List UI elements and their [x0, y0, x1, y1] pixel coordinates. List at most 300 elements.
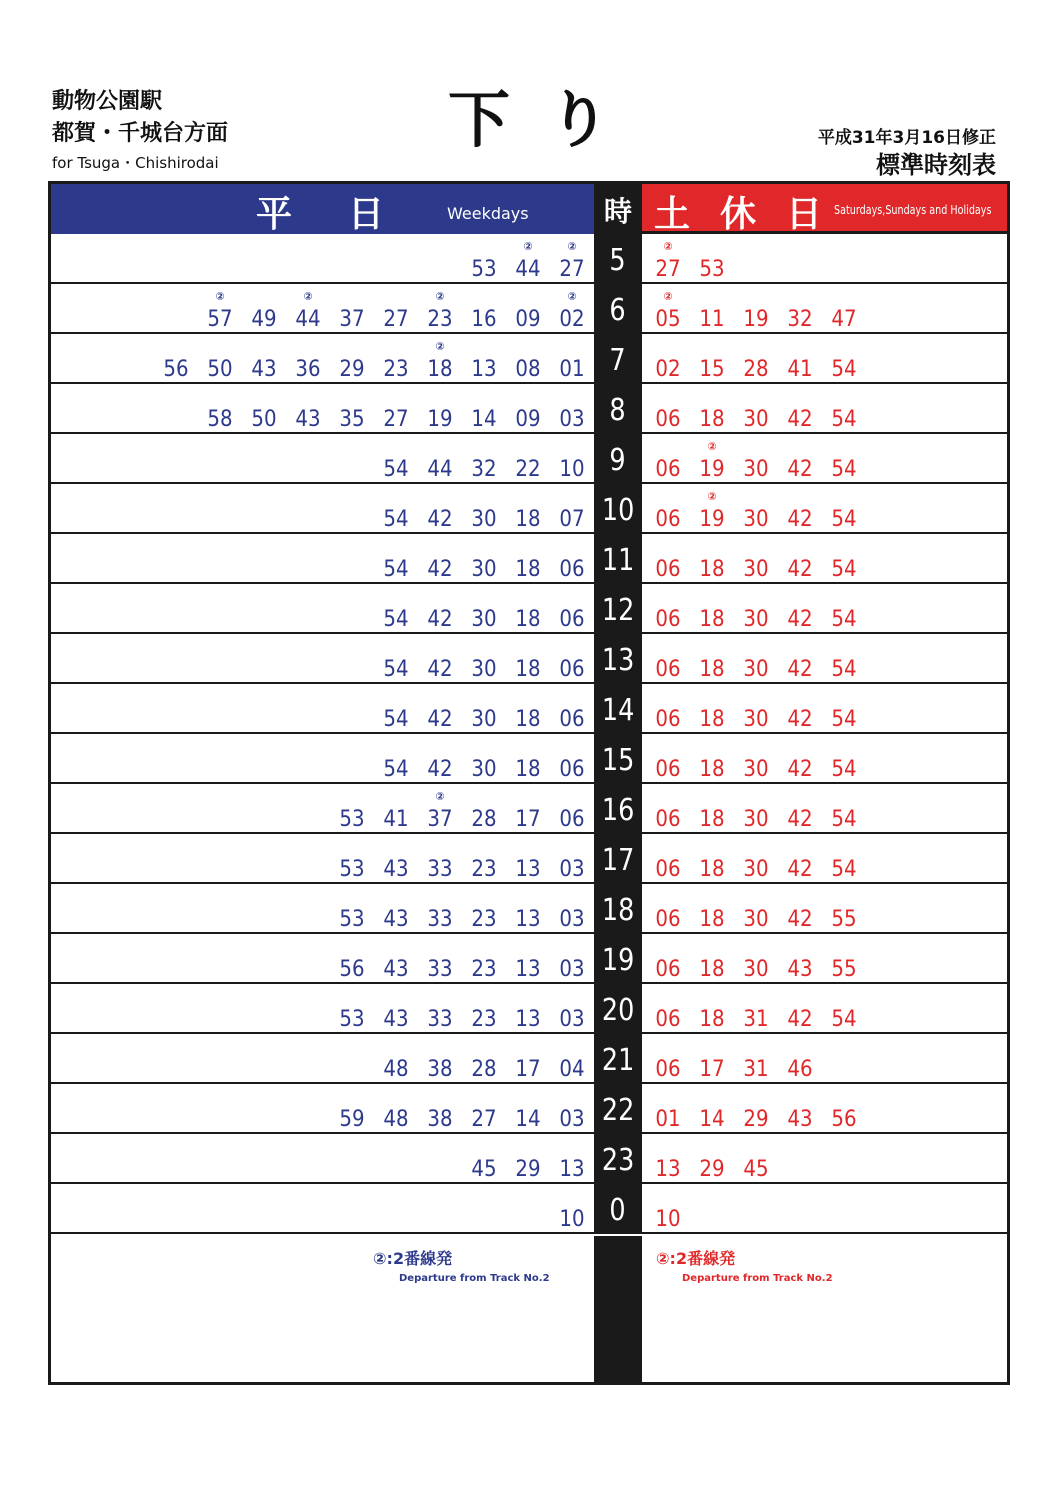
weekday-departure	[374, 1109, 418, 1131]
holiday-departure	[646, 659, 690, 681]
weekday-minute: 53	[339, 907, 365, 932]
weekday-departure	[462, 759, 506, 781]
holiday-minute: 19	[743, 307, 769, 332]
weekday-departure	[506, 859, 550, 881]
header-left	[52, 86, 228, 174]
holiday-departure	[734, 809, 778, 831]
holiday-minute: 53	[699, 257, 725, 282]
holiday-minute: 43	[787, 1107, 813, 1132]
weekday-minute: 57	[207, 307, 233, 332]
weekday-minute: 30	[471, 607, 497, 632]
holiday-minute: 31	[743, 1057, 769, 1082]
weekday-minute: 35	[339, 407, 365, 432]
holiday-departure	[778, 659, 822, 681]
weekday-minute: 19	[427, 407, 453, 432]
holiday-minute: 06	[655, 457, 681, 482]
weekday-minute: 23	[471, 907, 497, 932]
holiday-minute: 42	[787, 557, 813, 582]
holiday-departure	[690, 559, 734, 581]
holiday-minute: 18	[699, 1007, 725, 1032]
holiday-departure	[690, 490, 734, 532]
weekday-departure	[462, 809, 506, 831]
holiday-departure	[822, 609, 866, 631]
weekday-departure	[418, 609, 462, 631]
holiday-departure	[690, 409, 734, 431]
weekday-minute: 30	[471, 557, 497, 582]
weekday-minute: 38	[427, 1057, 453, 1082]
weekday-minute: 06	[559, 557, 585, 582]
track-2-mark: ②	[435, 790, 445, 803]
weekday-minute: 03	[559, 857, 585, 882]
weekday-departure	[506, 709, 550, 731]
holiday-departure	[778, 509, 822, 531]
holiday-departure	[646, 1059, 690, 1081]
hour-label: 6	[609, 293, 627, 328]
weekday-note-label: ②:2番線発	[373, 1249, 453, 1268]
weekday-departure	[374, 659, 418, 681]
holiday-departure	[778, 609, 822, 631]
table-row	[51, 384, 1007, 434]
track-2-mark: ②	[567, 290, 577, 303]
weekday-minute: 30	[471, 757, 497, 782]
holiday-departure	[778, 909, 822, 931]
holiday-minute: 19	[699, 507, 725, 532]
weekday-minute: 54	[383, 657, 409, 682]
holiday-minute: 30	[743, 807, 769, 832]
holiday-minute: 06	[655, 907, 681, 932]
holiday-minute: 06	[655, 507, 681, 532]
weekday-departure	[506, 609, 550, 631]
weekday-departure	[418, 1059, 462, 1081]
weekday-departure	[462, 1059, 506, 1081]
weekday-departure	[330, 359, 374, 381]
weekday-departure	[506, 1009, 550, 1031]
table-row	[51, 584, 1007, 634]
holiday-minute: 30	[743, 557, 769, 582]
direction: 都賀・千城台方面	[52, 121, 229, 146]
hour-label: 15	[601, 743, 635, 778]
weekday-minute: 41	[383, 807, 409, 832]
weekday-minute: 42	[427, 507, 453, 532]
holiday-departure	[822, 409, 866, 431]
hour-label: 20	[601, 993, 635, 1028]
timetable-footer	[51, 1236, 1007, 1382]
weekday-departure	[506, 1059, 550, 1081]
weekday-minute: 01	[559, 357, 585, 382]
weekday-minute: 53	[471, 257, 497, 282]
holiday-departure	[646, 240, 690, 282]
hour-cell	[594, 384, 642, 434]
hour-cell	[594, 1084, 642, 1134]
weekday-minute: 32	[471, 457, 497, 482]
weekday-departure	[462, 259, 506, 281]
holiday-minute: 30	[743, 907, 769, 932]
holiday-minute: 42	[787, 657, 813, 682]
holiday-minute: 18	[699, 657, 725, 682]
weekday-minute: 36	[295, 357, 321, 382]
weekday-departure	[418, 959, 462, 981]
holiday-departure	[822, 859, 866, 881]
weekday-minute: 27	[383, 407, 409, 432]
holiday-departure	[778, 1059, 822, 1081]
weekday-minute: 30	[471, 657, 497, 682]
holiday-departure	[734, 459, 778, 481]
holiday-departure	[646, 1009, 690, 1031]
table-row	[51, 984, 1007, 1034]
table-row	[51, 1034, 1007, 1084]
holiday-minute: 47	[831, 307, 857, 332]
weekday-minute: 44	[295, 307, 321, 332]
track-2-mark: ②	[215, 290, 225, 303]
holiday-minute: 06	[655, 757, 681, 782]
weekday-departure	[506, 809, 550, 831]
weekday-minute: 14	[515, 1107, 541, 1132]
weekday-departure	[506, 559, 550, 581]
holiday-departure	[778, 409, 822, 431]
holiday-departure	[734, 859, 778, 881]
holiday-minute: 46	[787, 1057, 813, 1082]
weekday-minute: 29	[339, 357, 365, 382]
holiday-departure	[690, 259, 734, 281]
weekday-departure	[462, 909, 506, 931]
holiday-departure	[734, 959, 778, 981]
holiday-departure	[734, 409, 778, 431]
holiday-minute: 31	[743, 1007, 769, 1032]
weekday-minute: 23	[427, 307, 453, 332]
holiday-minute: 54	[831, 457, 857, 482]
holiday-departure	[646, 859, 690, 881]
weekday-departure	[154, 359, 198, 381]
holiday-minute: 45	[743, 1157, 769, 1182]
table-row	[51, 834, 1007, 884]
holiday-departure	[822, 459, 866, 481]
track-2-mark: ②	[707, 440, 717, 453]
holiday-minute: 32	[787, 307, 813, 332]
weekday-minute: 54	[383, 607, 409, 632]
weekday-departure	[462, 659, 506, 681]
weekday-minute: 10	[559, 1207, 585, 1232]
holiday-minute: 42	[787, 757, 813, 782]
hour-label: 12	[601, 593, 635, 628]
hour-cell	[594, 234, 642, 284]
weekday-minute: 33	[427, 857, 453, 882]
weekday-minute: 13	[515, 1007, 541, 1032]
direction-en: for Tsuga・Chishirodai	[52, 154, 219, 172]
weekday-minute: 13	[471, 357, 497, 382]
holiday-minute: 30	[743, 657, 769, 682]
weekday-departure	[506, 309, 550, 331]
holiday-departure	[734, 309, 778, 331]
holiday-departure	[778, 959, 822, 981]
weekday-departure	[330, 1109, 374, 1131]
weekday-minute: 22	[515, 457, 541, 482]
holiday-minute: 30	[743, 957, 769, 982]
weekday-minute: 44	[427, 457, 453, 482]
table-row	[51, 284, 1007, 334]
hour-label: 0	[609, 1193, 627, 1228]
holiday-minute: 06	[655, 657, 681, 682]
weekday-departure	[550, 1209, 594, 1231]
holiday-minute: 54	[831, 357, 857, 382]
weekday-minute: 58	[207, 407, 233, 432]
weekday-minute: 33	[427, 1007, 453, 1032]
weekday-departure	[462, 609, 506, 631]
hour-label: 10	[601, 493, 635, 528]
weekday-minute: 13	[559, 1157, 585, 1182]
weekday-minute: 18	[515, 557, 541, 582]
weekday-minute: 13	[515, 857, 541, 882]
timetable	[48, 181, 1010, 1385]
hour-label: 5	[609, 243, 627, 278]
table-row	[51, 684, 1007, 734]
hour-cell	[594, 484, 642, 534]
weekday-minute: 18	[515, 507, 541, 532]
weekday-minute: 44	[515, 257, 541, 282]
holiday-minute: 54	[831, 857, 857, 882]
table-row	[51, 1134, 1007, 1184]
weekday-departure	[418, 290, 462, 332]
weekday-minute: 08	[515, 357, 541, 382]
hour-cell	[594, 634, 642, 684]
holiday-minute: 11	[699, 307, 725, 332]
holiday-minute: 30	[743, 757, 769, 782]
holiday-departure	[690, 309, 734, 331]
holiday-minute: 54	[831, 407, 857, 432]
weekday-departure	[550, 809, 594, 831]
holiday-minute: 15	[699, 357, 725, 382]
weekday-departure	[550, 1059, 594, 1081]
holiday-minute: 06	[655, 707, 681, 732]
holiday-minute: 30	[743, 707, 769, 732]
weekday-departure	[418, 509, 462, 531]
weekday-departure	[550, 359, 594, 381]
holiday-minute: 30	[743, 407, 769, 432]
hour-cell	[594, 784, 642, 834]
holiday-minute: 42	[787, 707, 813, 732]
holiday-header-en: Saturdays,Sundays and Holidays	[834, 203, 992, 217]
holiday-departure	[646, 759, 690, 781]
holiday-departure	[822, 759, 866, 781]
track-2-mark: ②	[435, 340, 445, 353]
holiday-minute: 18	[699, 607, 725, 632]
weekday-minute: 42	[427, 757, 453, 782]
holiday-minute: 54	[831, 757, 857, 782]
hour-cell	[594, 1034, 642, 1084]
hour-label: 9	[609, 443, 627, 478]
weekday-minute: 27	[471, 1107, 497, 1132]
holiday-departure	[690, 859, 734, 881]
weekday-minute: 43	[295, 407, 321, 432]
weekday-departure	[550, 709, 594, 731]
weekday-departure	[374, 759, 418, 781]
holiday-minute: 06	[655, 607, 681, 632]
weekday-minute: 17	[515, 807, 541, 832]
weekday-minute: 07	[559, 507, 585, 532]
holiday-minute: 18	[699, 907, 725, 932]
weekday-minute: 17	[515, 1057, 541, 1082]
weekday-minute: 13	[515, 957, 541, 982]
holiday-minute: 27	[655, 257, 681, 282]
weekday-departure	[462, 309, 506, 331]
weekday-departure	[198, 290, 242, 332]
holiday-minute: 54	[831, 507, 857, 532]
holiday-departure	[822, 1009, 866, 1031]
header-right	[818, 126, 996, 180]
table-row	[51, 884, 1007, 934]
holiday-minute: 54	[831, 1007, 857, 1032]
holiday-minute: 17	[699, 1057, 725, 1082]
hour-label: 18	[601, 893, 635, 928]
holiday-departure	[690, 659, 734, 681]
holiday-minute: 42	[787, 907, 813, 932]
holiday-departure	[690, 959, 734, 981]
table-row	[51, 934, 1007, 984]
weekday-departure	[462, 509, 506, 531]
holiday-minute: 42	[787, 407, 813, 432]
weekday-minute: 53	[339, 1007, 365, 1032]
holiday-departure	[778, 859, 822, 881]
weekday-departure	[506, 240, 550, 282]
holiday-minute: 55	[831, 957, 857, 982]
holiday-departure	[822, 309, 866, 331]
holiday-minute: 29	[743, 1107, 769, 1132]
holiday-departure	[822, 959, 866, 981]
holiday-minute: 06	[655, 557, 681, 582]
holiday-departure	[734, 359, 778, 381]
hour-column-fill	[594, 1236, 642, 1382]
weekday-departure	[330, 859, 374, 881]
holiday-departure	[734, 609, 778, 631]
weekday-minute: 03	[559, 1007, 585, 1032]
table-row	[51, 634, 1007, 684]
holiday-departure	[690, 1059, 734, 1081]
holiday-minute: 06	[655, 1007, 681, 1032]
hour-label: 8	[609, 393, 627, 428]
weekday-minute: 54	[383, 457, 409, 482]
holiday-minute: 18	[699, 857, 725, 882]
weekday-departure	[374, 559, 418, 581]
holiday-minute: 55	[831, 907, 857, 932]
weekday-departure	[330, 309, 374, 331]
timetable-header	[51, 184, 1007, 234]
weekday-minute: 23	[471, 957, 497, 982]
hour-cell	[594, 834, 642, 884]
weekday-minute: 30	[471, 707, 497, 732]
weekday-minute: 18	[515, 757, 541, 782]
weekday-minute: 06	[559, 807, 585, 832]
hour-cell	[594, 884, 642, 934]
holiday-departure	[690, 359, 734, 381]
weekday-minute: 33	[427, 957, 453, 982]
holiday-departure	[690, 709, 734, 731]
weekday-departure	[242, 359, 286, 381]
weekday-departure	[286, 359, 330, 381]
holiday-departure	[734, 909, 778, 931]
holiday-minute: 28	[743, 357, 769, 382]
weekday-departure	[330, 959, 374, 981]
weekday-minute: 50	[207, 357, 233, 382]
weekday-departure	[418, 859, 462, 881]
weekday-departure	[550, 559, 594, 581]
holiday-minute: 18	[699, 557, 725, 582]
hour-label: 11	[601, 543, 635, 578]
weekday-departure	[506, 659, 550, 681]
holiday-departure	[778, 359, 822, 381]
weekday-departure	[506, 1109, 550, 1131]
weekday-departure	[418, 340, 462, 382]
holiday-minute: 10	[655, 1207, 681, 1232]
weekday-minute: 06	[559, 657, 585, 682]
holiday-note	[656, 1246, 833, 1284]
holiday-departure	[778, 759, 822, 781]
weekday-minute: 43	[383, 857, 409, 882]
holiday-minute: 06	[655, 1057, 681, 1082]
hour-label: 23	[601, 1143, 635, 1178]
holiday-minute: 30	[743, 607, 769, 632]
table-row	[51, 734, 1007, 784]
weekday-minute: 43	[383, 1007, 409, 1032]
weekday-minute: 37	[339, 307, 365, 332]
track-2-mark: ②	[435, 290, 445, 303]
holiday-header	[642, 184, 1010, 234]
weekday-departure	[374, 1009, 418, 1031]
holiday-minute: 42	[787, 507, 813, 532]
holiday-minute: 30	[743, 857, 769, 882]
holiday-departure	[646, 509, 690, 531]
table-row	[51, 434, 1007, 484]
holiday-minute: 06	[655, 857, 681, 882]
track-2-mark: ②	[523, 240, 533, 253]
holiday-minute: 54	[831, 607, 857, 632]
holiday-departure	[646, 459, 690, 481]
weekday-departure	[330, 809, 374, 831]
holiday-departure	[822, 709, 866, 731]
holiday-minute: 19	[699, 457, 725, 482]
weekday-minute: 43	[383, 957, 409, 982]
weekday-minute: 13	[515, 907, 541, 932]
holiday-departure	[734, 1009, 778, 1031]
holiday-departure	[778, 309, 822, 331]
holiday-note-en: Departure from Track No.2	[682, 1273, 833, 1284]
holiday-departure	[734, 1109, 778, 1131]
weekday-departure	[418, 759, 462, 781]
revision-date: 平成31年3月16日修正	[817, 128, 996, 148]
track-2-mark: ②	[663, 240, 673, 253]
holiday-departure	[734, 559, 778, 581]
holiday-departure	[778, 709, 822, 731]
holiday-minute: 54	[831, 557, 857, 582]
holiday-header-jp: 土休日	[654, 194, 853, 235]
weekday-departure	[506, 959, 550, 981]
weekday-minute: 16	[471, 307, 497, 332]
weekday-minute: 49	[251, 307, 277, 332]
holiday-minute: 42	[787, 1007, 813, 1032]
holiday-minute: 13	[655, 1157, 681, 1182]
holiday-departure	[646, 909, 690, 931]
weekday-departure	[550, 659, 594, 681]
holiday-minute: 29	[699, 1157, 725, 1182]
weekday-departure	[374, 909, 418, 931]
track-2-mark: ②	[707, 490, 717, 503]
hour-cell	[594, 734, 642, 784]
weekday-departure	[550, 1109, 594, 1131]
weekday-minute: 06	[559, 707, 585, 732]
page-title: 下り	[448, 83, 649, 156]
holiday-departure	[646, 609, 690, 631]
table-row	[51, 334, 1007, 384]
holiday-departure	[690, 609, 734, 631]
weekday-departure	[374, 359, 418, 381]
